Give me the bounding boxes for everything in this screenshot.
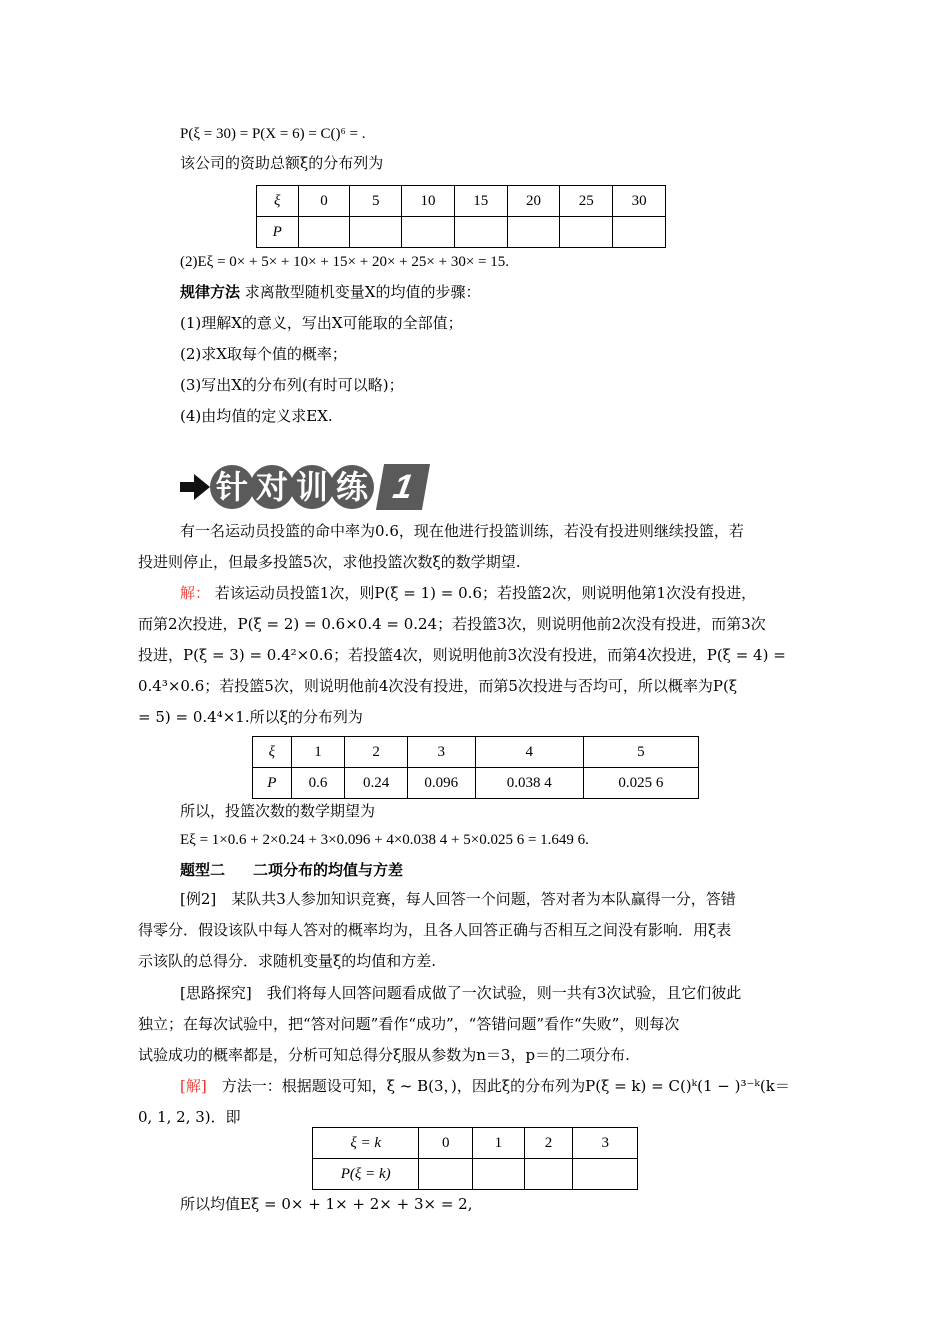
distribution-table-2 [252,736,699,799]
section-label: 题型二 [180,861,226,879]
conclusion-formula: Eξ = 1×0.6 + 2×0.24 + 3×0.096 + 4×0.038 4 + 5×0.025 6 = 1.649 6. [180,832,589,848]
answer-line: 0, 1, 2, 3)．即 [138,1108,241,1126]
table-cell: P(ξ = k) [313,1159,419,1190]
exercise-line: 有一名运动员投篮的命中率为0.6，现在他进行投篮训练，若没有投进则继续投篮，若 [180,522,744,540]
thinking-line: [思路探究] 我们将每人回答问题看成做了一次试验，则一共有3次试验，且它们彼此 [180,984,742,1002]
table-cell: P [253,768,292,799]
section-heading [180,860,403,880]
text-line: 该公司的资助总额ξ的分布列为 [180,154,384,172]
distribution-table-1 [256,185,666,248]
table-cell: P [257,217,299,248]
table-cell [524,1159,573,1190]
table-cell [350,217,402,248]
table-cell: 25 [560,186,613,217]
distribution-table-3 [312,1127,638,1190]
table-cell: 2 [345,737,408,768]
example-line: [例2] 某队共3人参加知识竞赛，每人回答一个问题，答对者为本队赢得一分，答错 [180,890,736,908]
table-cell: 2 [524,1128,573,1159]
solution-text: 若该运动员投篮1次，则P(ξ = 1) = 0.6；若投篮2次，则说明他第1次没有投进， [210,584,757,602]
table-cell: 5 [583,737,698,768]
table-cell: 1 [473,1128,525,1159]
table-cell: 0.24 [345,768,408,799]
method-title: 规律方法 [180,283,241,301]
formula-line: P(ξ = 30) = P(X = 6) = C()⁶ = . [180,126,366,142]
table-cell [507,217,560,248]
table-cell: ξ = k [313,1128,419,1159]
table-cell: 20 [507,186,560,217]
table-cell [473,1159,525,1190]
example-line: 得零分．假设该队中每人答对的概率均为，且各人回答正确与否相互之间没有影响．用ξ表 [138,921,732,939]
table-cell [560,217,613,248]
banner-number: 1 [376,464,430,510]
expectation-line: (2)Eξ = 0× + 5× + 10× + 15× + 20× + 25× + 30× = 15. [180,254,509,270]
method-step: (4)由均值的定义求EX. [180,407,333,425]
solution-line: = 5) = 0.4⁴×1.所以ξ的分布列为 [138,708,363,726]
conclusion-line: 所以，投篮次数的数学期望为 [180,802,376,820]
table-cell: 0.025 6 [583,768,698,799]
table-cell: 1 [291,737,345,768]
table-cell: 4 [475,737,583,768]
banner-char: 训 [290,465,334,509]
table-cell: 5 [350,186,402,217]
table-cell: 0 [298,186,350,217]
solution-line: 0.4³×0.6；若投篮5次，则说明他前4次没有投进，而第5次投进与否均可，所以概率为P(ξ [138,677,738,695]
table-cell: ξ [253,737,292,768]
table-cell: 10 [402,186,455,217]
table-cell: 0 [419,1128,473,1159]
method-heading [180,282,480,302]
table-cell: 0.096 [407,768,475,799]
table-cell: 30 [613,186,666,217]
practice-banner [180,464,426,510]
table-cell [613,217,666,248]
solution-line: 而第2次投进，P(ξ = 2) = 0.6×0.4 = 0.24；若投篮3次，则说明他前2次没有投进，而第3次 [138,615,766,633]
table-cell [573,1159,638,1190]
example-line: 示该队的总得分．求随机变量ξ的均值和方差. [138,952,437,970]
exercise-line: 投进则停止，但最多投篮5次，求他投篮次数ξ的数学期望. [138,553,521,571]
banner-char: 练 [330,465,374,509]
final-line: 所以均值Eξ = 0× + 1× + 2× + 3× = 2, [180,1195,473,1213]
section-title: 二项分布的均值与方差 [253,861,404,879]
thinking-line: 试验成功的概率都是，分析可知总得分ξ服从参数为n＝3，p＝的二项分布. [138,1046,630,1064]
solution-line [180,583,756,603]
method-step: (3)写出X的分布列(有时可以略)； [180,376,404,394]
table-cell: ξ [257,186,299,217]
method-step: (1)理解X的意义，写出X可能取的全部值； [180,314,463,332]
banner-title [210,465,374,509]
arrow-right-icon [180,474,210,500]
thinking-line: 独立；在每次试验中，把“答对问题”看作“成功”，“答错问题”看作“失败”，则每次 [138,1015,680,1033]
banner-char: 对 [250,465,294,509]
table-cell [298,217,350,248]
method-step: (2)求X取每个值的概率； [180,345,347,363]
answer-text: 方法一：根据题设可知，ξ ~ B(3，)，因此ξ的分布列为P(ξ = k) = C()ᵏ(1 − )³⁻ᵏ(k＝ [206,1077,790,1095]
table-cell: 15 [454,186,507,217]
table-cell [402,217,455,248]
table-cell [454,217,507,248]
solution-line: 投进，P(ξ = 3) = 0.4²×0.6；若投篮4次，则说明他前3次没有投进，而第4次投进，P(ξ = 4) = [138,646,786,664]
answer-line [180,1076,790,1096]
table-cell: 0.038 4 [475,768,583,799]
table-cell: 3 [407,737,475,768]
banner-char: 针 [210,465,254,509]
solution-label: 解： [180,584,211,602]
table-cell [419,1159,473,1190]
table-cell: 3 [573,1128,638,1159]
answer-label: [解] [180,1077,207,1095]
table-cell: 0.6 [291,768,345,799]
method-text: 求离散型随机变量X的均值的步骤： [240,283,481,301]
